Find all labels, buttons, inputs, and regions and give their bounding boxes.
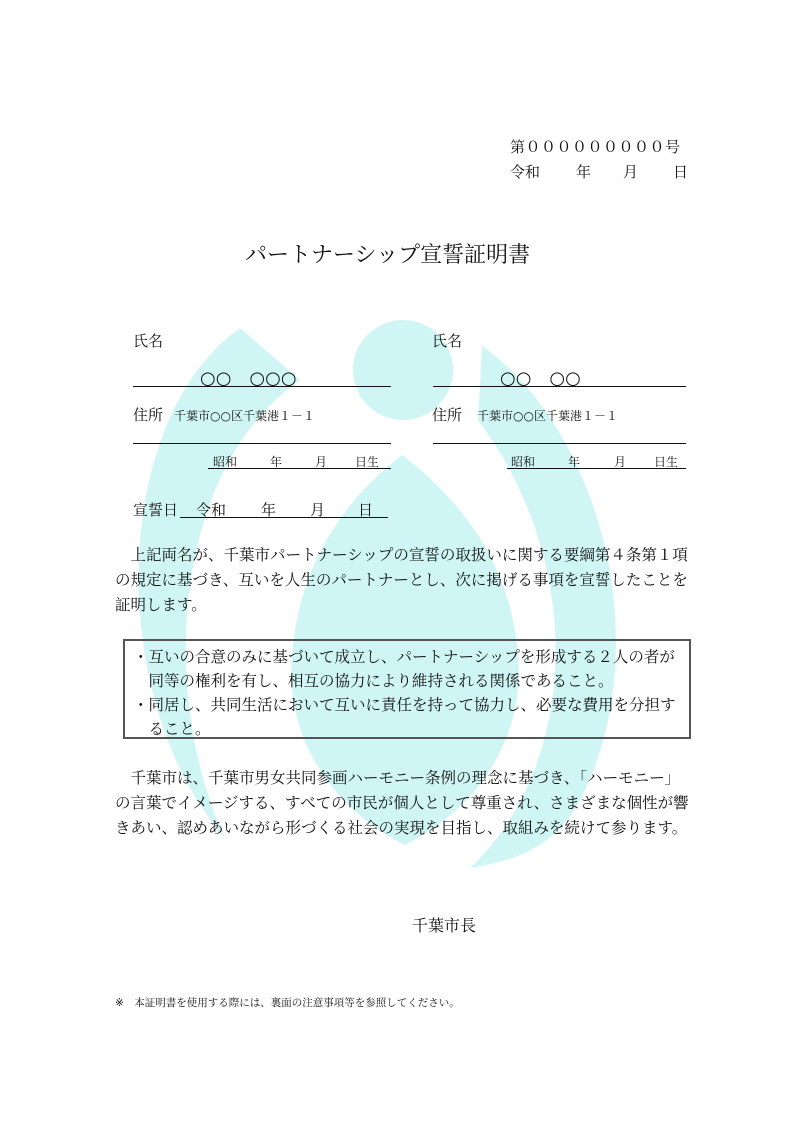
header-date-year: 年 (576, 163, 592, 181)
right-birth-day: 日生 (654, 455, 679, 469)
left-birth-day: 日生 (355, 455, 380, 469)
oath-date-underline (180, 517, 388, 518)
header-date-era: 令和 (510, 163, 541, 181)
right-address-underline (433, 443, 686, 444)
right-birth-year: 年 (568, 455, 581, 469)
left-birth-underline (208, 468, 391, 469)
oath-date-era: 令和 (196, 501, 227, 519)
right-birth-era: 昭和 (511, 455, 536, 469)
right-name-underline (433, 386, 686, 387)
left-name-value: ○○ ○○○ (200, 368, 297, 389)
certification-paragraph: 上記両名が、千葉市パートナーシップの宣誓の取扱いに関する要綱第４条第１項の規定に基づき、互いを人生のパートナーとし、次に掲げる事項を宣誓したことを証明します。 (115, 546, 688, 614)
footnote: ※ 本証明書を使用する際には、裏面の注意事項等を参照してください。 (115, 997, 460, 1009)
right-address-label: 住所 (432, 406, 463, 424)
oath-date-year: 年 (261, 501, 277, 519)
left-birth-year: 年 (270, 455, 283, 469)
right-birth-underline (507, 468, 686, 469)
left-name-label: 氏名 (133, 332, 164, 350)
left-address-label: 住所 (133, 406, 164, 424)
oath-item-1: ・互いの合意のみに基づいて成立し、パートナーシップを形成する２人の者が同等の権利を有し、相互の協力により維持される関係であること。 (133, 648, 675, 690)
left-name-underline (133, 386, 391, 387)
header-date-day: 日 (673, 163, 689, 181)
right-name-value: ○○ ○○ (500, 368, 581, 389)
oath-date-label: 宣誓日 (133, 501, 179, 519)
header-date-month: 月 (623, 163, 639, 181)
oath-date-month: 月 (310, 501, 326, 519)
right-address-value: 千葉市○○区千葉港１－１ (477, 409, 618, 423)
oath-date-day: 日 (358, 501, 374, 519)
oath-items-box (123, 639, 691, 739)
left-address-underline (133, 443, 391, 444)
left-birth-month: 月 (315, 455, 328, 469)
left-address-value: 千葉市○○区千葉港１－１ (174, 409, 315, 423)
oath-item-2: ・同居し、共同生活において互いに責任を持って協力し、必要な費用を分担すること。 (133, 696, 676, 738)
right-birth-month: 月 (614, 455, 627, 469)
right-name-label: 氏名 (432, 332, 463, 350)
certificate-number: 第０００００００００号 (510, 138, 681, 156)
left-birth-era: 昭和 (213, 455, 238, 469)
mayor-signature: 千葉市長 (412, 916, 477, 935)
page-title: パートナーシップ宣誓証明書 (245, 243, 531, 268)
city-statement-paragraph: 千葉市は、千葉市男女共同参画ハーモニー条例の理念に基づき、「ハーモニー」の言葉でイメージする、すべての市民が個人として尊重され、さまざまな個性が響きあい、認めあいながら形づくる社会の実現を目指し、取組みを続けて参ります。 (115, 769, 689, 837)
